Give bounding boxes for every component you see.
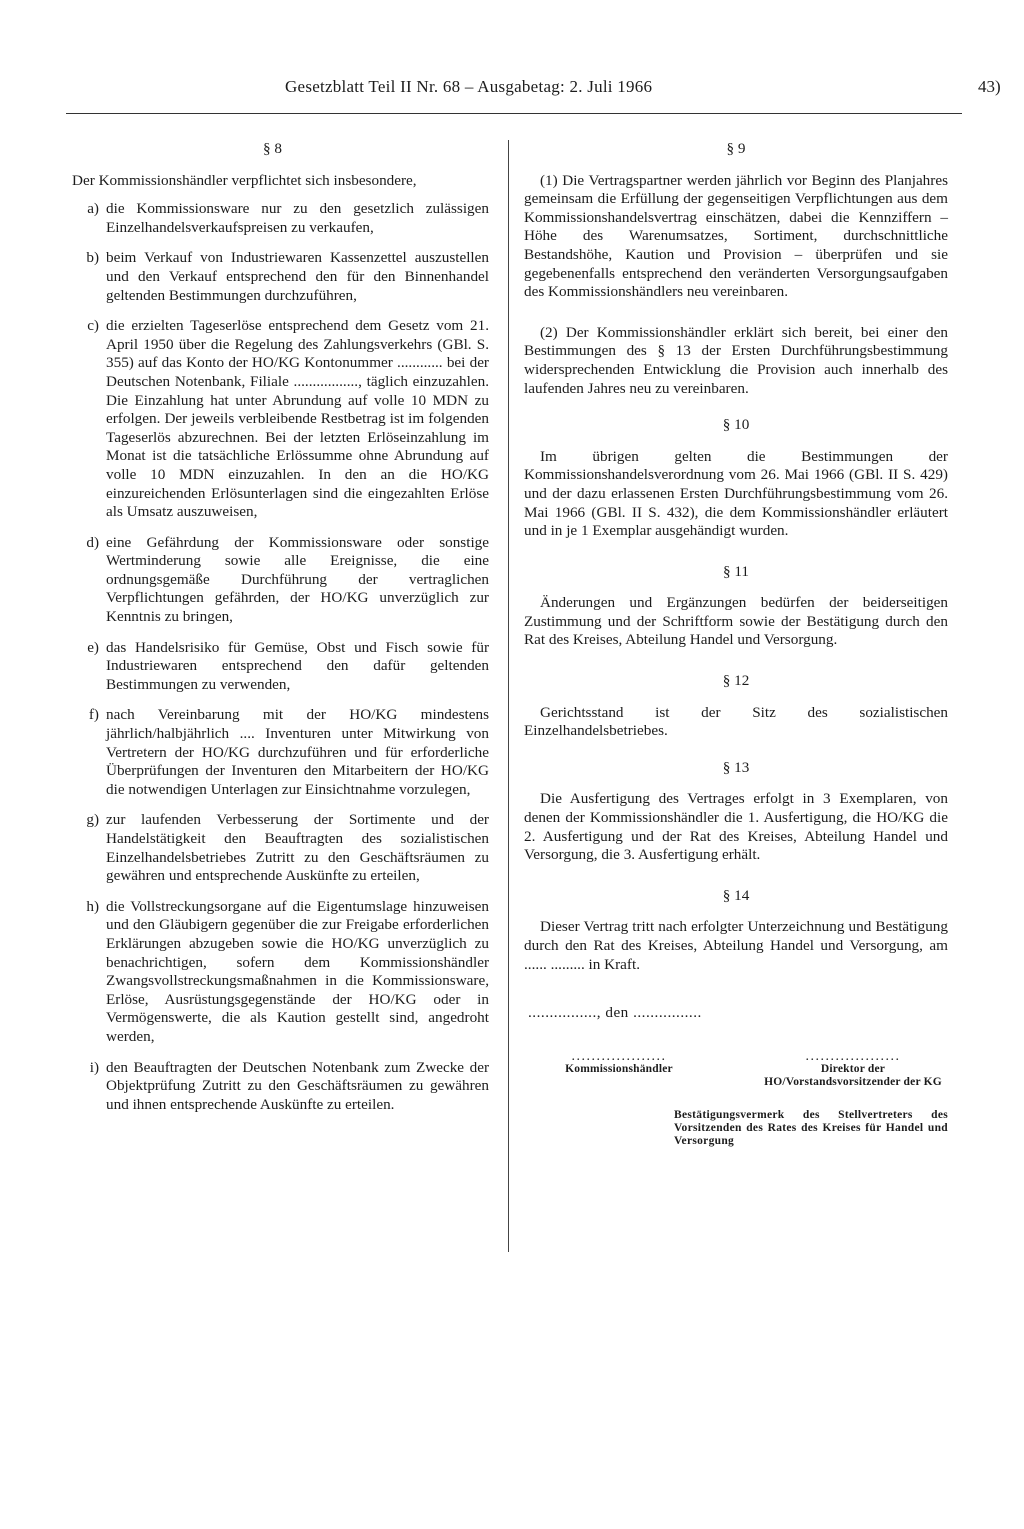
list-item [56, 811, 489, 885]
section-heading-10: § 10 [722, 416, 750, 434]
right-column [524, 140, 948, 1148]
list-item [56, 317, 489, 522]
list-item [56, 249, 489, 305]
list-item [56, 200, 489, 237]
item-letter: a) [87, 200, 99, 218]
left-column [56, 140, 489, 1126]
place-date-line: ................, den ................ [528, 1004, 702, 1022]
signature-label: Kommissionshändler [565, 1062, 673, 1075]
section-11-paragraph: Änderungen und Ergänzungen bedürfen der beiderseitigen Zustimmung und der Schriftform sowie der Bestätigung durch den Rat des Kreises, Abteilung Handel und Versorgung. [524, 594, 948, 649]
spacer [524, 741, 948, 759]
section-8-intro: Der Kommissionshändler verpflichtet sich insbesondere, [72, 171, 417, 189]
list-item [56, 1059, 489, 1115]
section-12-paragraph: Gerichtsstand ist der Sitz des sozialistischen Einzelhandelsbetriebes. [524, 703, 948, 740]
header-rule [66, 113, 962, 114]
item-letter: i) [89, 1058, 99, 1076]
item-letter: g) [86, 811, 99, 829]
list-item [56, 898, 489, 1047]
item-letter: f) [88, 706, 99, 724]
section-14-paragraph: Dieser Vertrag tritt nach erfolgter Unterzeichnung und Bestätigung durch den Rat des Kreises, Abteilung Handel und Versorgung, am ...... ......... in Kraft. [524, 918, 948, 973]
item-text: eine Gefährdung der Kommissionsware oder sonstige Wertminderung sowie alle Ereignisse, die eine ordnungsgemäße Durchführung der vertraglichen Verpflichtungen gefährden, der HO/KG unverzüglich zur Kenntnis zu bringen, [106, 533, 489, 626]
item-letter: h) [86, 897, 99, 915]
page-number: 43) [978, 77, 1001, 96]
signature-dots: ................... [805, 1048, 901, 1064]
signature-merchant [524, 1048, 714, 1076]
spacer [524, 650, 948, 672]
section-heading-11: § 11 [722, 562, 749, 580]
item-text: beim Verkauf von Industriewaren Kassenzettel auszustellen und den Verkauf entsprechend den für den Binnenhandel geltenden Bestimmungen durchzuführen, [106, 249, 489, 304]
item-text: die erzielten Tageserlöse entsprechend dem Gesetz vom 21. April 1950 über die Regelung des Zahlungsverkehrs (GBl. S. 355) auf das Konto der HO/KG Kontonummer ............ bei der Deutschen Notenbank, Filiale ................., täglich einzuzahlen. Die Einzahlung hat unter Abrundung auf volle 10 MDN zu erfolgen. Der jeweils verbleibende Restbetrag ist im folgenden Tageserlös abzurechnen. Bei der letzten Erlöseinzahlung im Monat ist die tatsächliche Erlössumme ohne Abrundung auf volle 10 MDN einzuzahlen. In den an die HO/KG einzureichenden Erlösunterlagen sind die eingezahlten Erlöse als Umsatz auszuweisen, [106, 317, 489, 521]
header-title: Gesetzblatt Teil II Nr. 68 – Ausgabetag: 2. Juli 1966 [285, 77, 653, 96]
item-text: zur laufenden Verbesserung der Sortimente und der Handelstätigkeit den Beauftragten des sozialistischen Einzelhandelsbetriebes Zutritt zu den Geschäftsräumen zu gewähren und entsprechende Auskünfte zu erteilen, [106, 811, 489, 885]
item-letter: b) [86, 249, 99, 267]
column-divider [508, 140, 509, 1252]
item-letter: e) [87, 638, 99, 656]
section-heading-14: § 14 [722, 886, 750, 904]
confirmation-note: Bestätigungsvermerk des Stellvertreters des Vorsitzenden des Rates des Kreises für Handel und Versorgung [674, 1108, 948, 1147]
section-9-paragraph-1: (1) Die Vertragspartner werden jährlich vor Beginn des Planjahres gemeinsam die Erfüllung der gegenseitigen Verpflichtungen aus dem Kommissionshandelsvertrag einschätzen, dabei die Kennziffern – Höhe des Warenumsatzes, Sortiment, durchschnittliche Bestandshöhe, Kaution und Provision – überprüfen und sie gegebenenfalls entsprechend den veränderten Versorgungsaufgaben des Kommissionshändlers neu vereinbaren. [524, 171, 948, 301]
signature-director [758, 1048, 948, 1089]
section-9-paragraph-2: (2) Der Kommissionshändler erklärt sich bereit, bei einer den Bestimmungen des § 13 der Ersten Durchführungsbestimmung widersprechenden Entwicklung die Provision auch innerhalb des laufenden Jahres neu zu vereinbaren. [524, 323, 948, 397]
item-text: nach Vereinbarung mit der HO/KG mindestens jährlich/halbjährlich .... Inventuren unter Mitwirkung von Vertretern der HO/KG durchzuführen und für erforderliche Überprüfungen der Inventuren den Mitarbeitern der HO/KG die notwendigen Unterlagen zur Einsichtnahme vorzulegen, [106, 706, 489, 798]
item-text: die Vollstreckungsorgane auf die Eigentumslage hinzuweisen und den Gläubigern gegenüber die zur Freigabe erforderlichen Erklärungen abzugeben sowie die HO/KG unverzüglich zu benachrichtigen, sofern dem Kommissionshändler Zwangsvollstreckungsmaßnahmen in die Kommissionsware, Erlöse, Ausrüstungsgegenstände der HO/KG oder in Vermögenswerte, die als Kaution gestellt sind, angedroht werden, [106, 897, 489, 1045]
item-text: die Kommissionsware nur zu den gesetzlich zulässigen Einzelhandelsverkaufspreisen zu verkaufen, [106, 200, 489, 236]
signature-label: Direktor der HO/Vorstandsvorsitzender der KG [764, 1062, 942, 1088]
item-text: den Beauftragten der Deutschen Notenbank zum Zwecke der Objektprüfung Zutritt zu den Geschäftsräumen zu gewähren und ihnen entsprechende Auskünfte zu erteilen. [106, 1058, 489, 1113]
section-heading-8: § 8 [263, 140, 282, 157]
list-item [56, 534, 489, 627]
item-text: das Handelsrisiko für Gemüse, Obst und Fisch sowie für Industriewaren entsprechend den dafür geltenden Bestimmungen zu verwenden, [106, 638, 489, 693]
page-header [0, 77, 1024, 101]
item-letter: d) [86, 533, 99, 551]
signature-row [524, 1048, 948, 1089]
section-heading-13: § 13 [722, 758, 750, 776]
section-10-paragraph: Im übrigen gelten die Bestimmungen der Kommissionshandelsverordnung vom 26. Mai 1966 (GBl. II S. 429) und der dazu erlassenen Ersten Durchführungsbestimmung vom 26. Mai 1966 (GBl. II S. 432), die dem Kommissionshändler erläutert und in je 1 Exemplar ausgehändigt wurden. [524, 447, 948, 540]
section-heading-9: § 9 [726, 140, 746, 157]
list-item [56, 706, 489, 799]
signature-dots: ................... [571, 1048, 667, 1064]
list-item [56, 639, 489, 695]
section-13-paragraph: Die Ausfertigung des Vertrages erfolgt in 3 Exemplaren, von denen der Kommissionshändler die 1. Ausfertigung, die HO/KG die 2. Ausfertigung und der Rat des Kreises, Abteilung Handel und Versorgung, die 3. Ausfertigung erhält. [524, 790, 948, 864]
spacer [524, 541, 948, 563]
item-letter: c) [87, 317, 99, 335]
section-heading-12: § 12 [722, 672, 750, 690]
spacer [524, 398, 948, 416]
spacer [524, 302, 948, 324]
spacer [524, 865, 948, 887]
